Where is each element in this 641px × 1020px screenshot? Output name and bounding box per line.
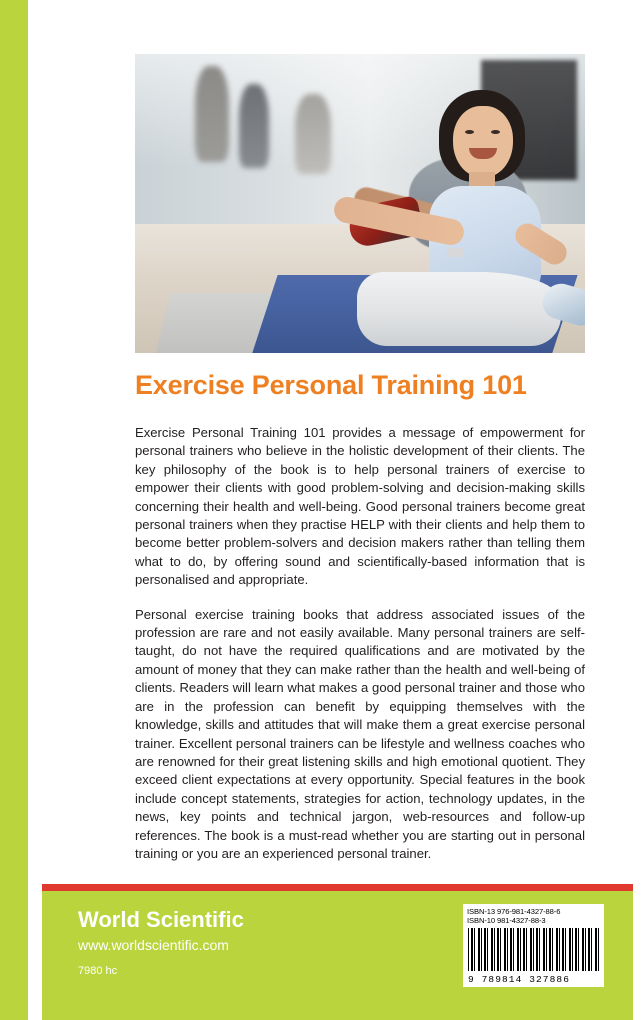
photo-background (135, 54, 585, 353)
isbn13-text: ISBN-13 976-981-4327-88-6 (467, 907, 561, 916)
publisher-footer (42, 891, 633, 1020)
female-track-pants (357, 272, 561, 346)
barcode-block (463, 904, 604, 987)
left-color-band (14, 0, 28, 1020)
isbn10-text: ISBN-10 981-4327-88-3 (467, 916, 546, 926)
background-person-1 (195, 66, 229, 162)
female-eye-right (491, 130, 500, 134)
blurb-paragraph-1: Exercise Personal Training 101 provides a message of empowerment for personal trainers who believe in the holistic development of their clients. The key philosophy of the book is to help personal trainers of exercise to empower their clients with good problem-solving and decision-making skills concerning their health and well-being. Good personal trainers become great personal trainers when they practise HELP with their clients and help them to become better problem-solvers and decision makers rather than telling them what to do, by offering sound and scientifically-based information that is personalised and appropriate. (135, 425, 585, 588)
background-person-2 (239, 84, 269, 168)
blurb-paragraph-2: Personal exercise training books that address associated issues of the profession are rare and not easily available. Many personal trainers are self-taught, do not have the required qualifications and are motivated by the amount of money that they can make rather than the health and well-being of clients. Readers will learn what makes a good personal trainer and those who are in the profession can benefit by equipping themselves with the knowledge, skills and attitudes that will make them a great exercise personal trainer. Excellent personal trainers can be lifestyle and wellness coaches who are renowned for their great listening skills and high emotional quotient. They exceed client expectations at every opportunity. Special features in the book include concept statements, strategies for action, technology updates, in the news, key points and technical jargon, web-resources and follow-up references. The book is a must-read whether you are starting out in personal training or you are an experienced personal trainer. (135, 606, 585, 861)
publisher-website[interactable]: www.worldscientific.com (78, 937, 229, 953)
barcode-bars (468, 928, 599, 971)
publisher-name: World Scientific (78, 907, 244, 932)
order-code: 7980 hc (78, 965, 118, 977)
female-eye-left (465, 130, 474, 134)
cover-content-area (28, 0, 633, 1020)
barcode-digits: 9 789814 327886 (468, 974, 571, 985)
female-wristwatch (447, 248, 463, 257)
female-face (453, 106, 513, 178)
female-participant (317, 90, 575, 353)
cover-photo (135, 54, 585, 353)
footer-divider-rule (42, 884, 633, 891)
book-title: Exercise Personal Training 101 (135, 370, 527, 400)
back-cover-blurb (135, 424, 585, 863)
